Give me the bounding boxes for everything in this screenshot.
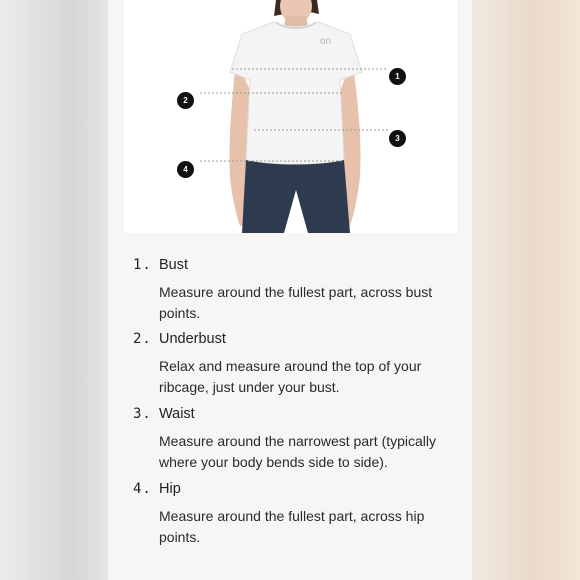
item-title: Hip bbox=[159, 481, 181, 497]
item-number: 1. bbox=[133, 257, 152, 273]
item-description: Measure around the fullest part, across hip points. bbox=[159, 508, 425, 545]
item-title: Bust bbox=[159, 257, 189, 273]
item-description: Measure around the narrowest part (typically where your body bends side to side). bbox=[159, 433, 437, 470]
item-title: Underbust bbox=[159, 331, 226, 347]
marker-3: 3 bbox=[389, 130, 406, 147]
marker-2: 2 bbox=[177, 92, 194, 109]
model-illustration bbox=[124, 0, 457, 233]
item-description: Relax and measure around the top of your ribcage, just under your bust. bbox=[159, 358, 422, 395]
marker-4: 4 bbox=[177, 161, 194, 178]
measurement-figure bbox=[124, 0, 457, 233]
item-description: Measure around the fullest part, across bust points. bbox=[159, 284, 433, 321]
item-number: 3. bbox=[133, 406, 152, 422]
item-number: 2. bbox=[133, 331, 152, 347]
item-number: 4. bbox=[133, 481, 152, 497]
brand-logo: on bbox=[320, 36, 332, 47]
size-guide-card bbox=[108, 0, 472, 580]
item-title: Waist bbox=[159, 406, 195, 422]
marker-1: 1 bbox=[389, 68, 406, 85]
